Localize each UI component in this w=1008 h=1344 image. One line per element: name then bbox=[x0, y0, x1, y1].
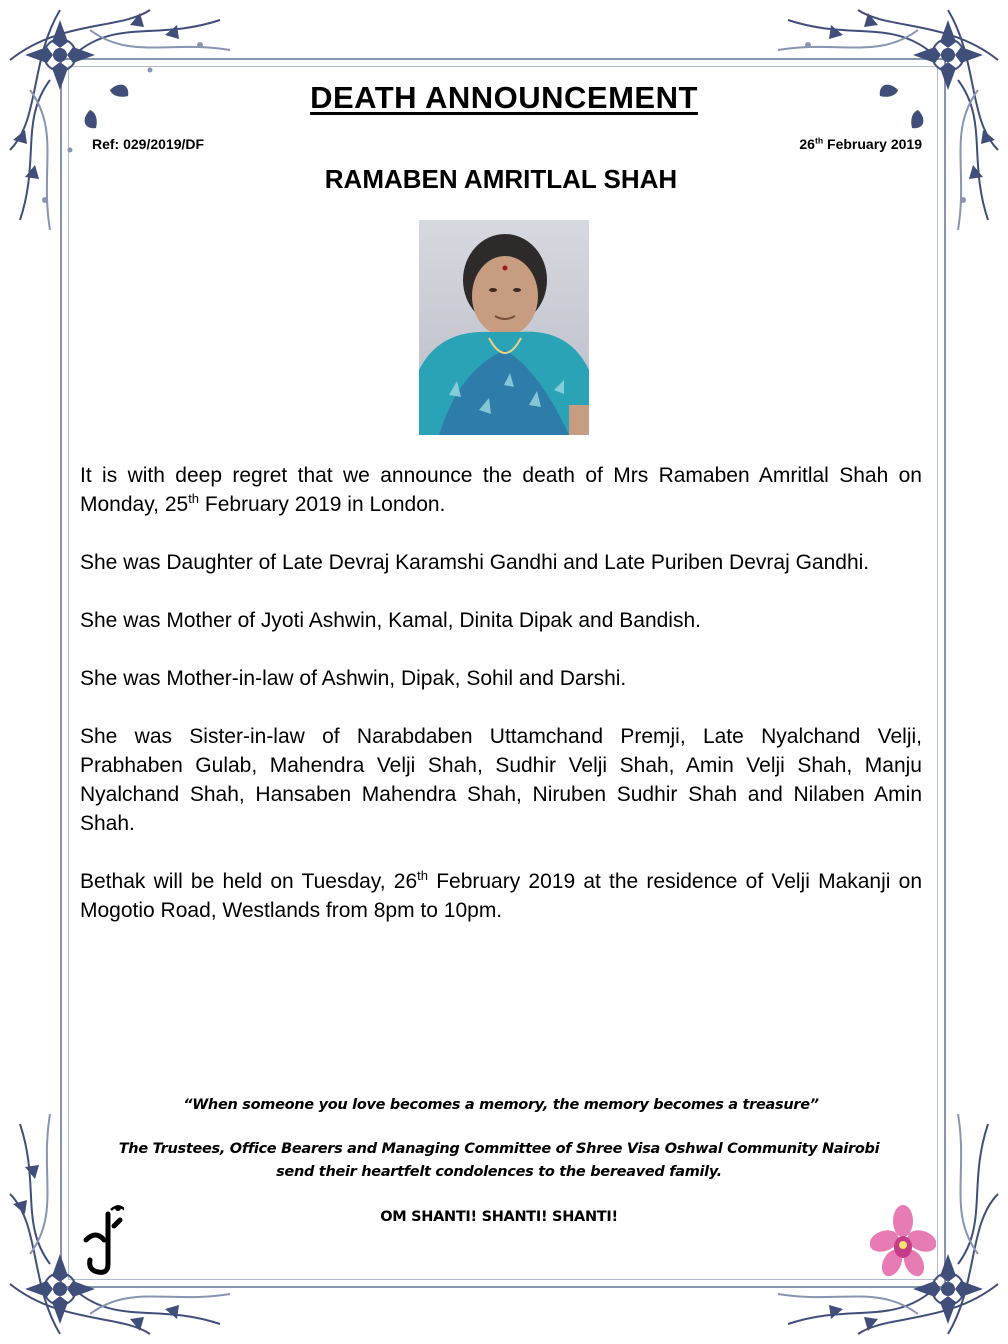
announcement-title bbox=[0, 80, 1008, 116]
portrait-photo bbox=[419, 220, 589, 435]
condolence-message bbox=[0, 1138, 998, 1184]
date-suffix: th bbox=[814, 135, 824, 146]
floral-corner-top-left-icon bbox=[0, 0, 260, 260]
paragraph-text: It is with deep regret that we announce the death of Mrs Ramaben Amritlal Shah on Monday, 25 bbox=[80, 464, 922, 516]
deceased-name: RAMABEN AMRITLAL SHAH bbox=[324, 164, 678, 194]
paragraph-children: She was Mother of Jyoti Ashwin, Kamal, Dinita Dipak and Bandish. bbox=[80, 609, 701, 632]
paragraph-text: February 2019 at the residence of Velji Makanji on Mogotio Road, Westlands from 8pm to 10pm. bbox=[80, 870, 922, 922]
paragraph-bethak bbox=[80, 867, 922, 925]
announcement-date bbox=[799, 136, 922, 152]
paragraph-siblings-in-law: She was Sister-in-law of Narabdaben Uttamchand Premji, Late Nyalchand Velji, Prabhaben Gulab, Mahendra Velji Shah, Sudhir Velji Shah, Amin Velji Shah, Manju Nyalchand Shah, Hansaben Mahendra Shah, Niruben Sudhir Shah and Nilaben Amin Shah. bbox=[80, 725, 922, 835]
memorial-quote: “When someone you love becomes a memory, the memory becomes a treasure” bbox=[183, 1097, 819, 1113]
paragraph-text: February 2019 in London. bbox=[199, 493, 446, 516]
date-rest: February 2019 bbox=[823, 136, 922, 152]
reference-number: Ref: 029/2019/DF bbox=[92, 136, 205, 152]
announcement-title-text: DEATH ANNOUNCEMENT bbox=[310, 80, 698, 115]
condolence-line-2: send their heartfelt condolences to the bereaved family. bbox=[276, 1164, 722, 1180]
orchid-flower-icon bbox=[870, 1205, 936, 1281]
superscript: th bbox=[188, 491, 200, 506]
floral-corner-top-right-icon bbox=[748, 0, 1008, 260]
superscript: th bbox=[417, 868, 428, 883]
paragraph-text: Bethak will be held on Tuesday, 26 bbox=[80, 870, 418, 893]
date-day: 26 bbox=[799, 136, 815, 152]
jain-om-symbol-icon bbox=[80, 1200, 124, 1280]
paragraph-parents: She was Daughter of Late Devraj Karamshi Gandhi and Late Puriben Devraj Gandhi. bbox=[80, 551, 870, 574]
paragraph-death-notice bbox=[80, 461, 922, 519]
announcement-body bbox=[80, 461, 922, 954]
paragraph-children-in-law: She was Mother-in-law of Ashwin, Dipak, Sohil and Darshi. bbox=[80, 667, 627, 690]
om-shanti-text: OM SHANTI! SHANTI! SHANTI! bbox=[380, 1209, 618, 1225]
condolence-line-1: The Trustees, Office Bearers and Managing Committee of Shree Visa Oshwal Community Nairobi bbox=[118, 1141, 880, 1157]
